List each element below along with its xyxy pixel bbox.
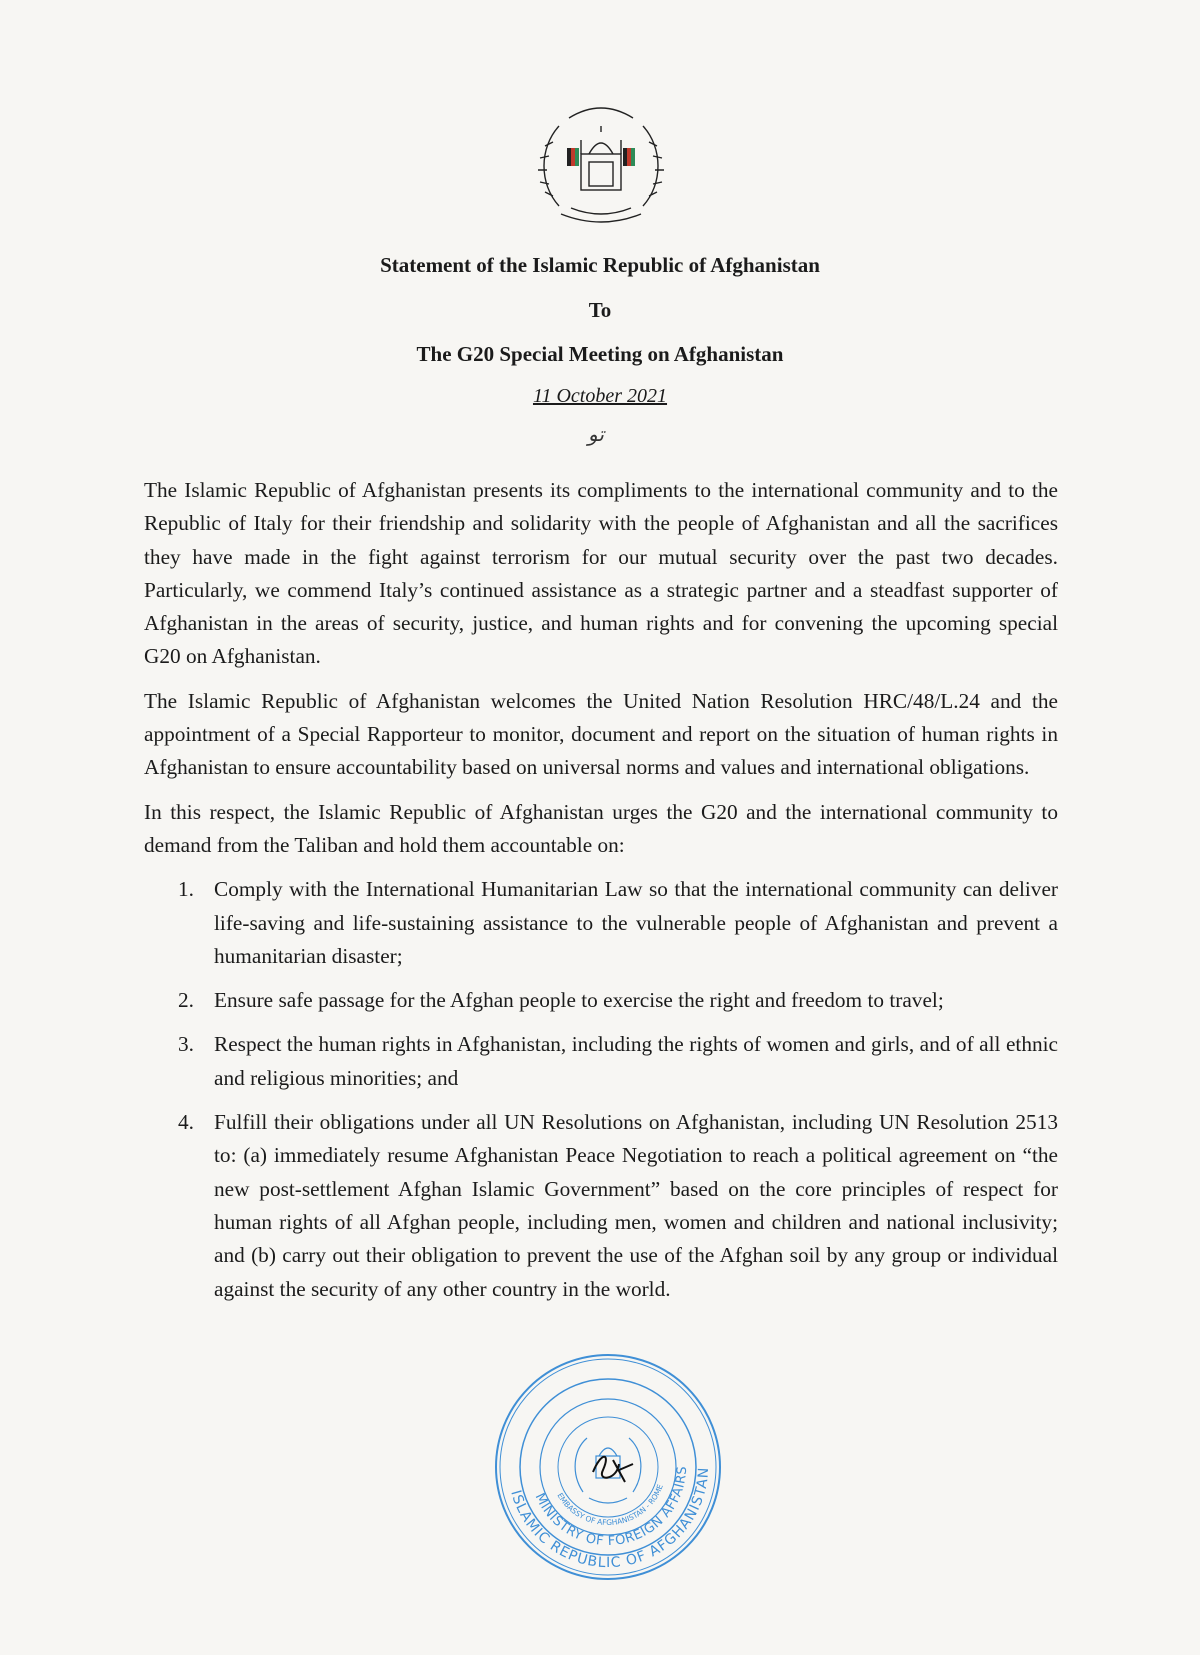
statement-title: Statement of the Islamic Republic of Afghanistan	[380, 253, 820, 277]
paragraph: The Islamic Republic of Afghanistan presents its compliments to the international community and to the Republic of Italy for their friendship and solidarity with the people of Afghanistan and all the sacrifices they have made in the fight against terrorism for our mutual security over the past two decades. Particularly, we commend Italy’s continued assistance as a strategic partner and a steadfast supporter of Afghanistan in the areas of security, justice, and human rights and for convening the upcoming special G20 on Afghanistan.	[144, 478, 1058, 669]
handwritten-initial: ﺑ۫ﺗﻮ	[588, 424, 636, 446]
seal-mid-text: MINISTRY OF FOREIGN AFFAIRS	[531, 1465, 691, 1550]
statement-date: 11 October 2021	[532, 385, 668, 407]
demands-list	[144, 873, 1058, 1306]
paragraph: The Islamic Republic of Afghanistan welcomes the United Nation Resolution HRC/48/L.24 and the appointment of a Special Rapporteur to monitor, document and report on the situation of human rights in Afghanistan to ensure accountability based on universal norms and values and international obligations.	[144, 688, 1058, 780]
meeting-title: The G20 Special Meeting on Afghanistan	[416, 342, 784, 366]
list-item	[178, 873, 1058, 973]
list-number: 3.	[178, 1032, 194, 1057]
list-number: 4.	[178, 1110, 194, 1135]
list-number: 1.	[178, 877, 194, 902]
svg-text:EMBASSY OF AFGHANISTAN - ROME	[555, 1483, 665, 1527]
embassy-seal-icon	[493, 1352, 723, 1582]
list-item	[178, 1106, 1058, 1306]
paragraph: In this respect, the Islamic Republic of Afghanistan urges the G20 and the international community to demand from the Taliban and hold them accountable on:	[144, 799, 1058, 857]
statement-body	[144, 474, 1058, 1317]
list-item-text: Comply with the International Humanitarian Law so that the international community can deliver life-saving and life-sustaining assistance to the vulnerable people of Afghanistan and prevent a humanitarian disaster;	[214, 877, 1058, 968]
list-item-text: Fulfill their obligations under all UN Resolutions on Afghanistan, including UN Resolution 2513 to: (a) immediately resume Afghanistan Peace Negotiation to reach a political agreement on “the new post-settlement Afghan Islamic Government” based on the core principles of respect for human rights of all Afghan people, including men, women and children and national inclusivity; and (b) carry out their obligation to prevent the use of the Afghan soil by any group or individual against the security of any other country in the world.	[214, 1110, 1058, 1301]
list-item	[178, 1028, 1058, 1095]
afghanistan-national-emblem-icon	[531, 96, 671, 236]
list-item	[178, 984, 1058, 1017]
list-item-text: Ensure safe passage for the Afghan people to exercise the right and freedom to travel;	[214, 988, 944, 1013]
statement-to: To	[588, 298, 612, 322]
list-item-text: Respect the human rights in Afghanistan, including the rights of women and girls, and of all ethnic and religious minorities; and	[214, 1032, 1058, 1090]
seal-inner-text: EMBASSY OF AFGHANISTAN - ROME	[555, 1483, 665, 1528]
seal-outer-text: ISLAMIC REPUBLIC OF AFGHANISTAN	[507, 1466, 713, 1572]
list-number: 2.	[178, 988, 194, 1013]
